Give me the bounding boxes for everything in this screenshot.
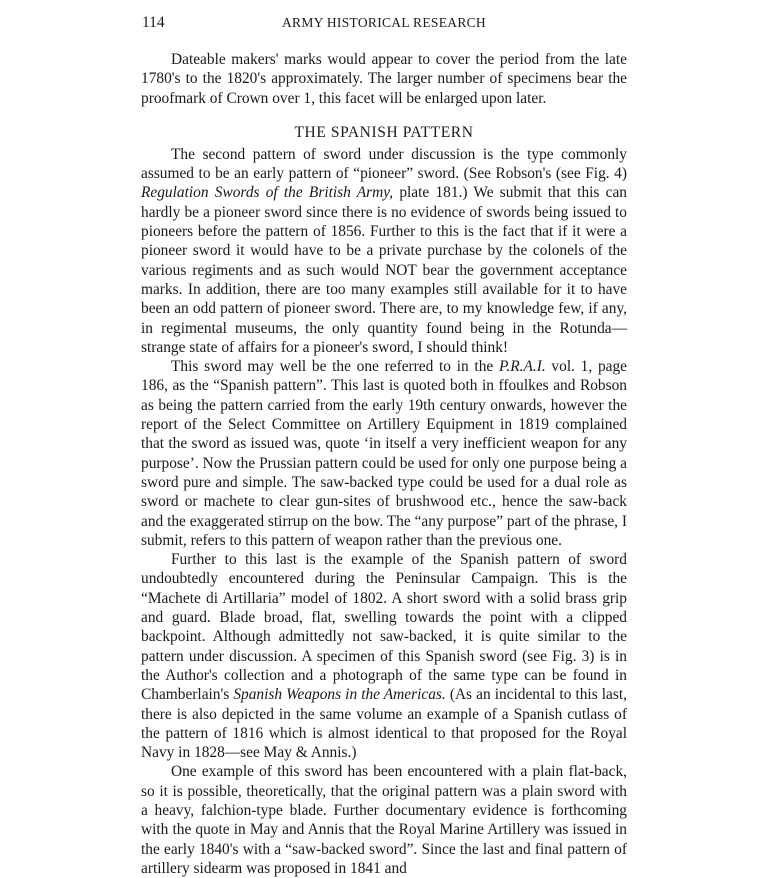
section-heading: THE SPANISH PATTERN bbox=[294, 123, 474, 141]
book-title: Regulation Swords of the British Army, bbox=[141, 184, 394, 202]
paragraph-text: The second pattern of sword under discussion is the type commonly assumed to be an early pattern of “pioneer” sword. (See Robson's (see Fig. 4) bbox=[141, 145, 627, 183]
paragraph-text: (As an incidental to this last, there is also depicted in the same volume an example of a Spanish cutlass of the pattern of 1816 which is almost identical to that proposed for the Royal Navy in 1828—see May & Annis.) bbox=[141, 686, 627, 762]
book-title: Spanish Weapons in the Americas. bbox=[233, 686, 446, 704]
running-head: ARMY HISTORICAL RESEARCH bbox=[282, 15, 486, 30]
paragraph-text: Further to this last is the example of the Spanish pattern of sword undoubtedly encountered during the Peninsular Campaign. This is the “Machete di Artillaria” model of 1802. A short sword with a solid brass grip and guard. Blade broad, flat, swelling towards the point with a clipped backpoint. Although admittedly not saw-backed, it is quite similar to the pattern under discussion. A specimen of this Spanish sword (see Fig. 3) is in the Author's collection and a photograph of the same type can be found in Chamberlain's bbox=[141, 551, 627, 704]
paragraph-spanish-pattern bbox=[141, 357, 627, 550]
paragraph-text: plate 181.) We submit that this can hardly be a pioneer sword since there is no evidence of swords being issued to pioneers before the pattern of 1856. Further to this is the fact that if it were a pioneer sword it would have to be a private purchase by the colonels of the various regiments and as such would NOT bear the government acceptance marks. In addition, there are too many examples still available for it to have been an odd pattern of pioneer sword. There are, to my knowledge few, if any, in regimental museums, the only quantity found being in the Rotunda—strange state of affairs for a pioneer's sword, I should think! bbox=[141, 184, 627, 356]
page-number: 114 bbox=[142, 14, 165, 31]
page-header bbox=[142, 14, 626, 36]
journal-title: P.R.A.I. bbox=[498, 358, 546, 376]
paragraph-flat-back: One example of this sword has been encountered with a plain flat-back, so it is possible, theoretically, that the original pattern was a plain sword with a heavy, falchion-type blade. Further documentary evidence is forthcoming with the quote in May and Annis that the Royal Marine Artillery was issued in the early 1840's with a “saw-backed sword”. Since the last and final pattern of artillery sidearm was proposed in 1841 and bbox=[141, 763, 627, 877]
paragraph-text: vol. 1, page 186, as the “Spanish pattern”. This last is quoted both in ffoulkes and Robson as being the pattern carried from the early 19th century onwards, however the report of the Select Committee on Artillery Equipment in 1819 complained that the sword as issued was, quote ‘in itself a very inefficient weapon for any purpose’. Now the Prussian pattern could be used for only one purpose being a sword pure and simple. The saw-backed type could be used for a dual role as sword or machete to clear gun-sites of brushwood etc., hence the saw-back and the exaggerated stirrup on the bow. The “any purpose” part of the phrase, I submit, refers to this pattern of weapon rather than the previous one. bbox=[141, 358, 627, 549]
body-text bbox=[141, 50, 627, 878]
paragraph-machete bbox=[141, 550, 627, 762]
paragraph-pioneer-sword bbox=[141, 145, 627, 357]
paragraph-makers-marks: Dateable makers' marks would appear to cover the period from the late 1780's to the 1820's approximately. The larger number of specimens bear the proofmark of Crown over 1, this facet will be enlarged upon later. bbox=[141, 51, 627, 107]
paragraph-text: This sword may well be the one referred to in the bbox=[171, 358, 499, 376]
